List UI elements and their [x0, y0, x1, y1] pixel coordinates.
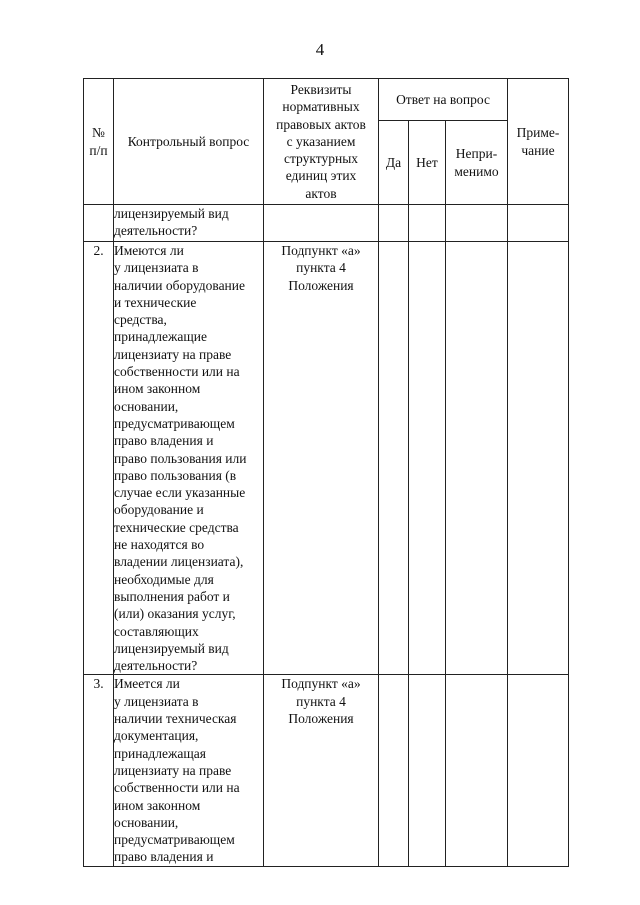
answer-no-cell — [409, 675, 446, 866]
question-cell: Имеется ли у лицензиата в наличии техническая документация, принадлежащая лицензиату на праве собственности или на ином законном основании, предусматривающем право владения и — [114, 675, 264, 866]
table-row — [84, 242, 569, 675]
header-requisites: Реквизиты нормативных правовых актов с указанием структурных единиц этих актов — [264, 79, 379, 205]
table-row — [84, 205, 569, 242]
header-question: Контрольный вопрос — [114, 79, 264, 205]
note-cell — [508, 242, 569, 675]
note-cell — [508, 205, 569, 242]
answer-yes-cell — [379, 205, 409, 242]
question-cell: лицензируемый вид деятельности? — [114, 205, 264, 242]
requisites-cell: Подпункт «а» пункта 4 Положения — [264, 242, 379, 675]
checklist-table — [83, 78, 569, 867]
header-num: № п/п — [84, 79, 114, 205]
answer-na-cell — [446, 675, 508, 866]
row-number — [84, 205, 114, 242]
requisites-cell: Подпункт «а» пункта 4 Положения — [264, 675, 379, 866]
note-cell — [508, 675, 569, 866]
answer-na-cell — [446, 242, 508, 675]
question-cell: Имеются ли у лицензиата в наличии оборудование и технические средства, принадлежащие лицензиату на праве собственности или на ином законном основании, предусматривающем право владения и право пользования или право пользования (в случае если указанные оборудование и технические средства не находятся во владении лицензиата), необходимые для выполнения работ и (или) оказания услуг, составляющих лицензируемый вид деятельности? — [114, 242, 264, 675]
header-na: Непри- менимо — [446, 121, 508, 205]
row-number: 2. — [84, 242, 114, 675]
requisites-cell — [264, 205, 379, 242]
answer-yes-cell — [379, 242, 409, 675]
answer-yes-cell — [379, 675, 409, 866]
header-answer-group: Ответ на вопрос — [379, 79, 508, 121]
answer-no-cell — [409, 242, 446, 675]
header-no: Нет — [409, 121, 446, 205]
row-number: 3. — [84, 675, 114, 866]
table-row — [84, 675, 569, 866]
answer-no-cell — [409, 205, 446, 242]
answer-na-cell — [446, 205, 508, 242]
header-note: Приме- чание — [508, 79, 569, 205]
page-number: 4 — [315, 40, 325, 59]
header-yes: Да — [379, 121, 409, 205]
